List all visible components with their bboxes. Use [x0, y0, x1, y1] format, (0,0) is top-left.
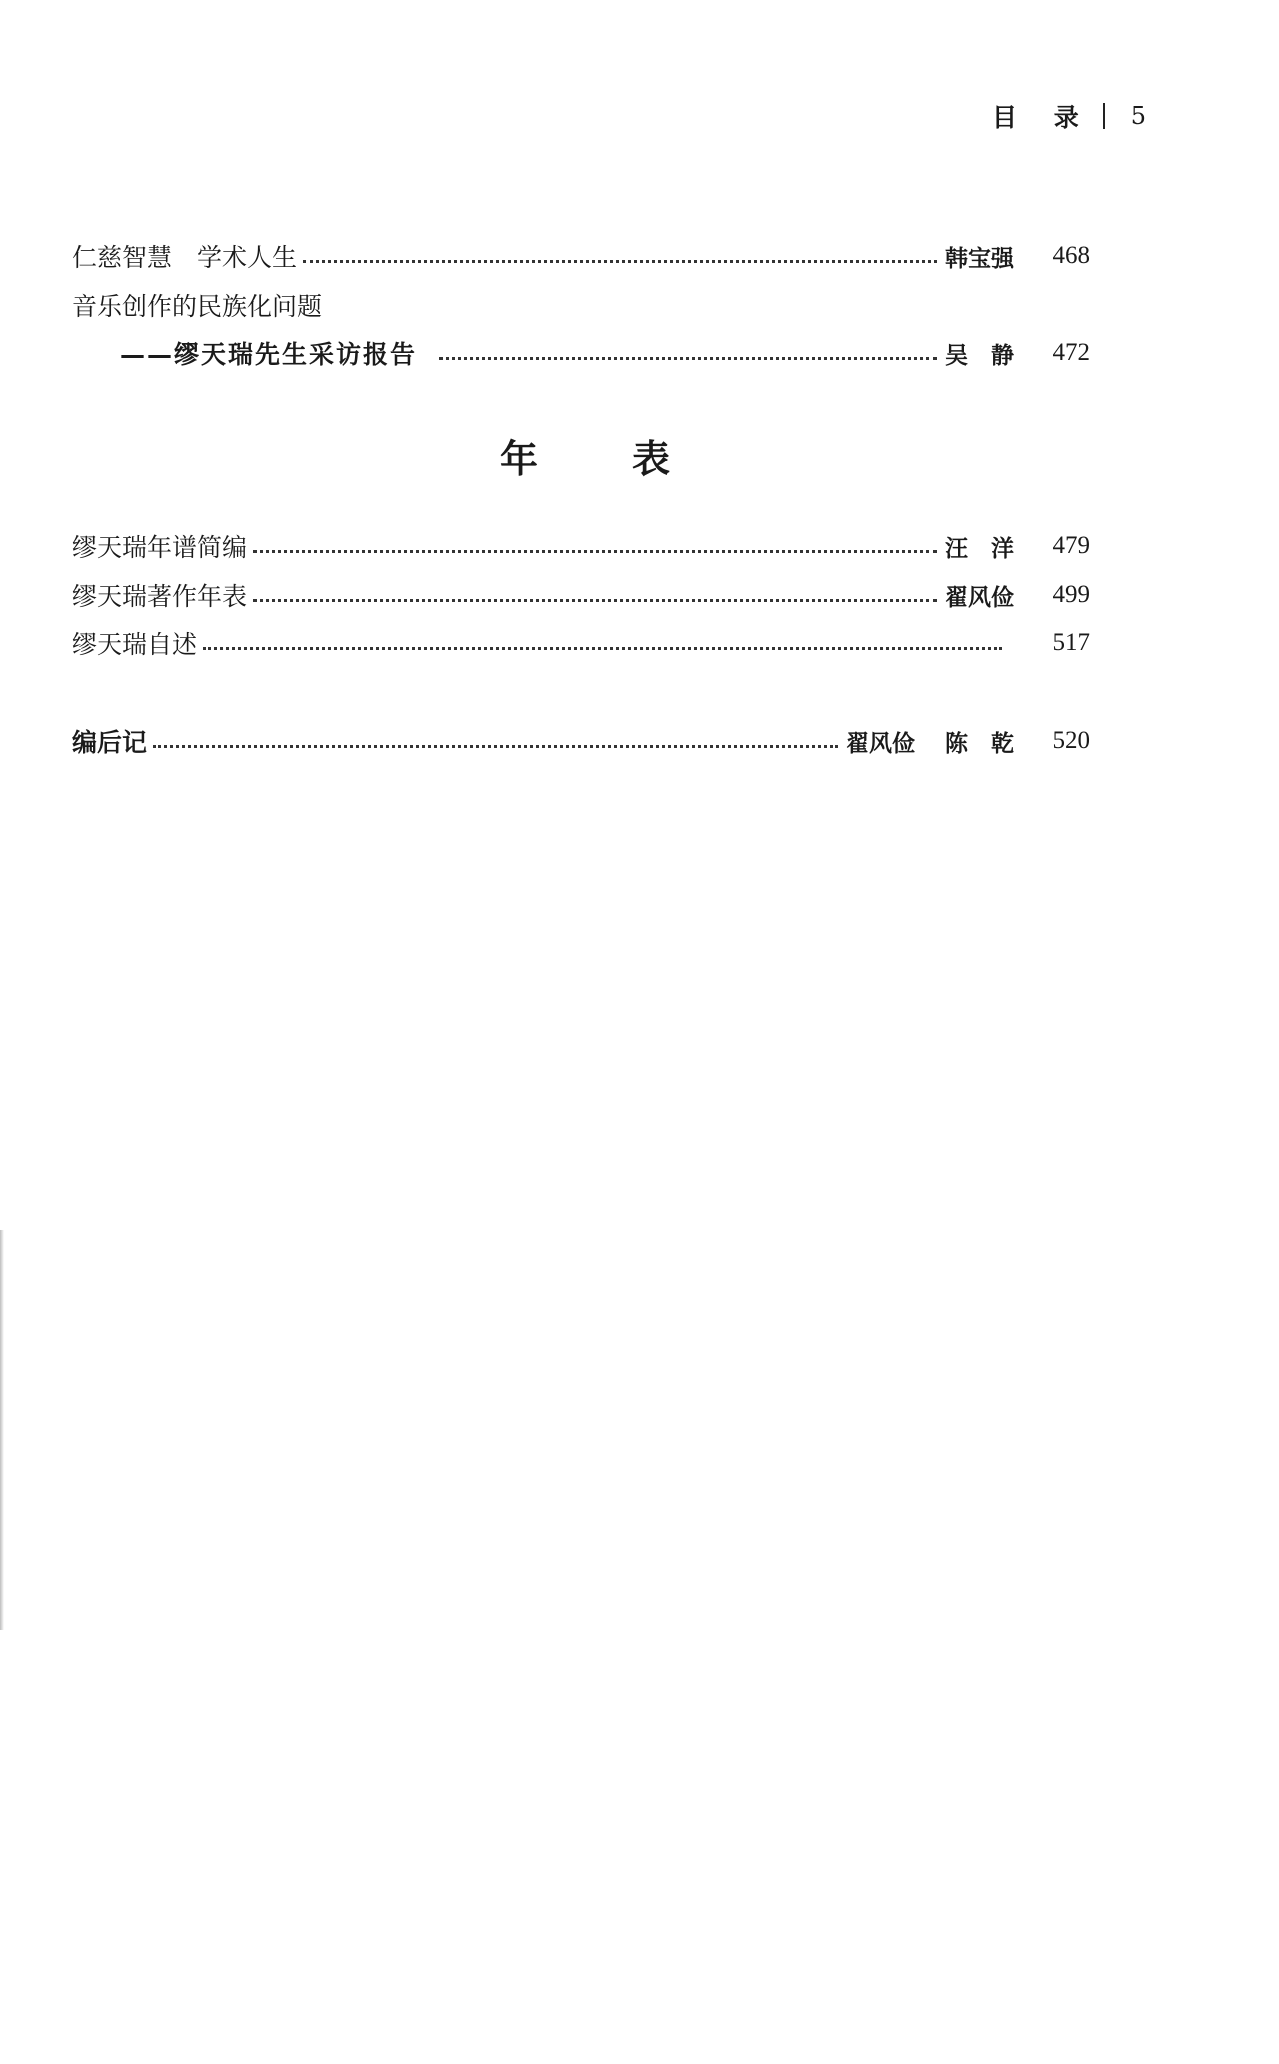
toc-entry[interactable]: [72, 285, 1090, 325]
running-header-separator: [1103, 103, 1105, 129]
toc-entry-title: 编后记: [72, 728, 148, 757]
leader-dots: [153, 745, 838, 748]
section-heading-char: 年: [500, 436, 539, 481]
toc-entry-title: 缪天瑞年谱简编: [72, 533, 248, 562]
section-heading-char: 表: [631, 436, 670, 481]
toc-entry-author: 陈 乾: [945, 729, 1014, 757]
toc-entry[interactable]: [72, 623, 1090, 663]
toc-entry-title: 音乐创作的民族化问题: [72, 292, 323, 321]
toc-entry[interactable]: [72, 236, 1090, 276]
toc-entry[interactable]: [72, 575, 1090, 615]
toc-entry-subtitle[interactable]: [72, 333, 1090, 373]
toc-entry-author: 汪 洋: [945, 534, 1014, 562]
toc-entry-page: 472: [1052, 339, 1090, 366]
toc-entry[interactable]: [72, 526, 1090, 566]
toc-entry-author: 翟风俭: [846, 729, 915, 757]
scan-edge-shadow: [0, 1230, 4, 1630]
toc-entry-afterword[interactable]: [72, 721, 1090, 761]
toc-entry-author: 吴 静: [945, 341, 1014, 369]
leader-dots: [203, 647, 1002, 650]
toc-entry-page: 520: [1052, 727, 1090, 754]
toc-entry-subtitle-text: ——缪天瑞先生采访报告: [120, 340, 418, 369]
toc-entry-title: 仁慈智慧 学术人生: [72, 243, 298, 272]
toc-entry-author: 韩宝强: [945, 244, 1014, 272]
section-heading: [500, 428, 670, 483]
leader-dots: [253, 599, 937, 602]
toc-entry-title: 缪天瑞著作年表: [72, 582, 248, 611]
toc-entry-page: 479: [1052, 532, 1090, 559]
running-header-title: 目 录: [992, 103, 1093, 132]
running-header: [992, 98, 1146, 134]
running-header-page-number: 5: [1130, 102, 1146, 130]
toc-entry-page: 468: [1052, 242, 1090, 269]
toc-entry-page: 499: [1052, 581, 1090, 608]
toc-entry-page: 517: [1052, 629, 1090, 656]
leader-dots: [439, 357, 937, 360]
leader-dots: [303, 260, 937, 263]
toc-entry-author: 翟风俭: [945, 583, 1014, 611]
leader-dots: [253, 550, 937, 553]
toc-entry-title: 缪天瑞自述: [72, 630, 198, 659]
